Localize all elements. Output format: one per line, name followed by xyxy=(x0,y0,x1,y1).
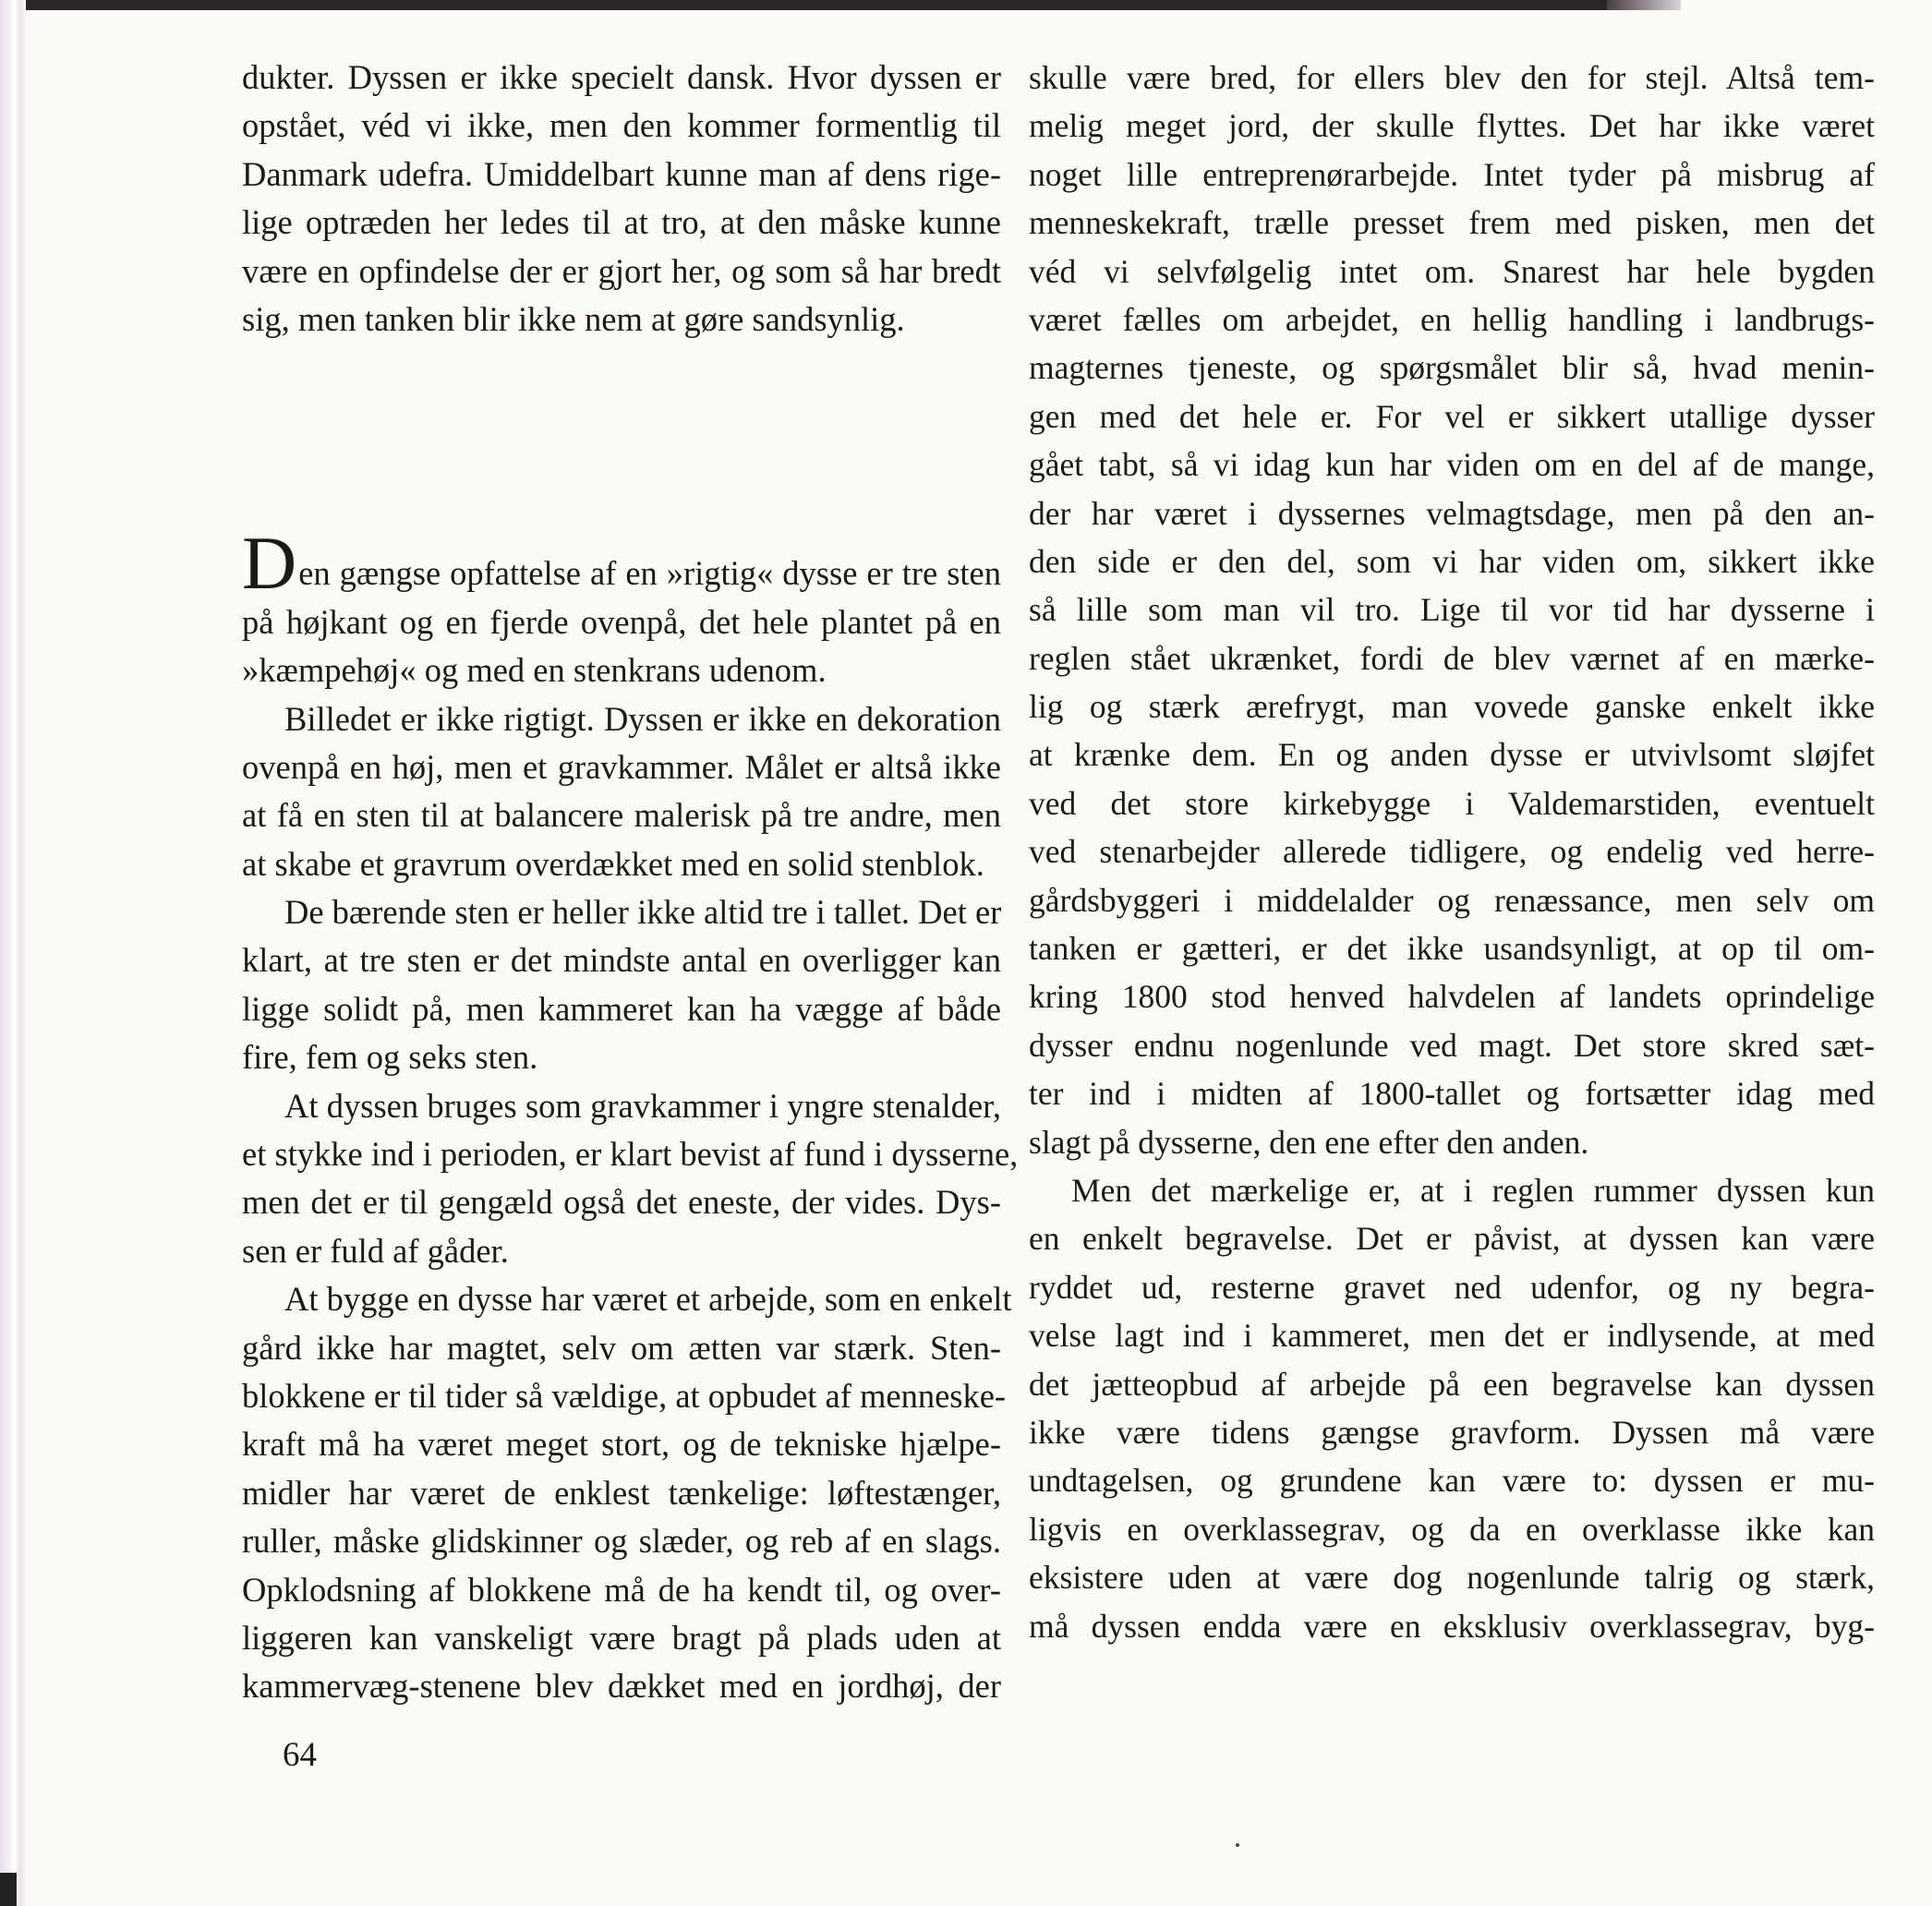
text-line: et stykke ind i perioden, er klart bevist af fund i dysserne, xyxy=(242,1135,1019,1174)
text-line: den side er den del, som vi har viden om, sikkert ikke xyxy=(1029,542,1875,580)
text-line: så lille som man vil tro. Lige til vor tid har dysserne i xyxy=(1029,591,1875,629)
text-line xyxy=(242,521,1001,606)
paragraph xyxy=(242,54,1001,344)
text-line: At bygge en dysse har været et arbejde, som en enkelt xyxy=(284,1280,1012,1319)
text-line: De bærende sten er heller ikke altid tre i tallet. Det er xyxy=(284,893,1002,932)
text-line: undtagelsen, og grundene kan være to: dyssen er mu- xyxy=(1029,1462,1875,1500)
text-line: sig, men tanken blir ikke nem at gøre sandsynlig. xyxy=(242,299,905,338)
text-line: menneskekraft, trælle presset frem med pisken, men det xyxy=(1029,204,1875,242)
text-line: gen med det hele er. For vel er sikkert utallige dysser xyxy=(1029,397,1875,435)
text-line: At dyssen bruges som gravkammer i yngre stenalder, xyxy=(284,1086,1001,1125)
page-binding-edge xyxy=(0,0,26,1906)
text-line: slagt på dysserne, den ene efter den anden. xyxy=(1029,1123,1589,1161)
text-line: det jætteopbud af arbejde på een begravelse kan dyssen xyxy=(1029,1365,1875,1403)
text-line: ikke være tidens gængse gravform. Dyssen må være xyxy=(1029,1413,1875,1451)
text-line: ovenpå en høj, men et gravkammer. Målet er altså ikke xyxy=(242,747,1001,786)
drop-cap: D xyxy=(242,521,297,606)
text-line: at skabe et gravrum overdækket med en solid stenblok. xyxy=(242,844,984,883)
section-gap xyxy=(242,344,1001,549)
text-line: melig meget jord, der skulle flyttes. Det har ikke været xyxy=(1029,107,1875,145)
text-line: kraft må ha været meget stort, og de tekniske hjælpe- xyxy=(242,1425,1001,1464)
text-line: ruller, måske glidskinner og slæder, og reb af en slags. xyxy=(242,1522,1001,1561)
text-line: skulle være bred, for ellers blev den for stejl. Altså tem- xyxy=(1029,59,1875,96)
top-edge-bar xyxy=(0,0,1607,10)
text-line: været fælles om arbejdet, en hellig handling i landbrugs- xyxy=(1029,300,1875,338)
text-line: lig og stærk ærefrygt, man vovede ganske enkelt ikke xyxy=(1029,688,1875,726)
right-text-column xyxy=(1029,54,1875,1650)
top-edge-fade xyxy=(1607,0,1681,10)
text-line: ligvis en overklassegrav, og da en overklasse ikke kan xyxy=(1029,1510,1875,1548)
text-line: Billedet er ikke rigtigt. Dyssen er ikke en dekoration xyxy=(284,699,1001,738)
text-line: at få en sten til at balancere malerisk på tre andre, men xyxy=(242,796,1001,835)
text-line: dysser endnu nogenlunde ved magt. Det store skred sæt- xyxy=(1029,1026,1875,1064)
paragraph xyxy=(1029,1166,1875,1650)
text-line: fire, fem og seks sten. xyxy=(242,1038,538,1077)
paragraph xyxy=(242,888,1001,1082)
text-line: kammervæg-stenene blev dækket med en jordhøj, der xyxy=(242,1667,1001,1706)
text-line: »kæmpehøj« og med en stenkrans udenom. xyxy=(242,651,827,690)
text-line: ligge solidt på, men kammeret kan ha vægge af både xyxy=(242,989,1001,1028)
text-line: reglen stået ukrænket, fordi de blev værnet af en mærke- xyxy=(1029,639,1875,677)
text-line: gårdsbyggeri i middelalder og renæssance, men selv om xyxy=(1029,881,1875,919)
text-line: Men det mærkelige er, at i reglen rummer dyssen kun xyxy=(1071,1171,1875,1209)
page-number: 64 xyxy=(283,1736,317,1774)
text-line: lige optræden her ledes til at tro, at den måske kunne xyxy=(242,203,1001,242)
text-line: ryddet ud, resterne gravet ned udenfor, og ny begra- xyxy=(1029,1268,1875,1306)
text-line: der har været i dyssernes velmagtsdage, men på den an- xyxy=(1029,494,1875,532)
text-line: eksistere uden at være dog nogenlunde talrig og stærk, xyxy=(1029,1559,1875,1597)
text-line: dukter. Dyssen er ikke specielt dansk. Hvor dyssen er xyxy=(242,58,1001,96)
text-line: på højkant og en fjerde ovenpå, det hele plantet på en xyxy=(242,602,1001,641)
text-line: kring 1800 stod henved halvdelen af landets oprindelige xyxy=(1029,978,1875,1016)
text-line: gået tabt, så vi idag kun har viden om en del af de mange, xyxy=(1029,446,1875,484)
text-line: magternes tjeneste, og spørgsmålet blir så, hvad menin- xyxy=(1029,349,1875,387)
left-text-column xyxy=(242,54,1019,1711)
paragraph xyxy=(242,521,1001,694)
paragraph xyxy=(1029,54,1875,1166)
text-line: midler har været de enklest tænkelige: løftestænger, xyxy=(242,1473,1001,1512)
text-line: Opklodsning af blokkene må de ha kendt til, og over- xyxy=(242,1570,1001,1609)
text-line: ved det store kirkebygge i Valdemarstiden, eventuelt xyxy=(1029,784,1875,822)
text-line: velse lagt ind i kammeret, men det er indlysende, at med xyxy=(1029,1317,1875,1355)
print-speck xyxy=(1236,1843,1239,1847)
text-line: opstået, véd vi ikke, men den kommer formentlig til xyxy=(242,106,1001,145)
text-line: tanken er gætteri, er det ikke usandsynligt, at op til om- xyxy=(1029,930,1875,968)
text-line: ter ind i midten af 1800-tallet og fortsætter idag med xyxy=(1029,1075,1875,1113)
text-line: en enkelt begravelse. Det er påvist, at dyssen kan være xyxy=(1029,1220,1875,1258)
text-line: gård ikke har magtet, selv om ætten var stærk. Sten- xyxy=(242,1328,1001,1367)
text-line: ved stenarbejder allerede tidligere, og endelig ved herre- xyxy=(1029,833,1875,871)
text-line: være en opfindelse der er gjort her, og som så har bredt xyxy=(242,251,1001,290)
text-line: må dyssen endda være en eksklusiv overklassegrav, byg- xyxy=(1029,1607,1875,1645)
text-line: men det er til gengæld også det eneste, der vides. Dys- xyxy=(242,1183,1001,1222)
text-line: noget lille entreprenørarbejde. Intet tyder på misbrug af xyxy=(1029,155,1875,193)
text-line: Danmark udefra. Umiddelbart kunne man af dens rige- xyxy=(242,154,1001,193)
paragraph xyxy=(242,1275,1012,1711)
text-line: at krænke dem. En og anden dysse er utvivlsomt sløjfet xyxy=(1029,736,1875,774)
text-line: liggeren kan vanskeligt være bragt på plads uden at xyxy=(242,1618,1001,1657)
paragraph xyxy=(242,1082,1019,1276)
text-line-content: en gængse opfattelse af en »rigtig« dysse er tre sten xyxy=(298,554,1001,593)
text-line: klart, at tre sten er det mindste antal en overligger kan xyxy=(242,941,1001,980)
text-line: blokkene er til tider så vældige, at opbudet af menneske- xyxy=(242,1376,1007,1415)
paragraph xyxy=(242,695,1001,889)
text-line: véd vi selvfølgelig intet om. Snarest har hele bygden xyxy=(1029,252,1875,290)
binding-mark xyxy=(0,1873,17,1906)
text-line: sen er fuld af gåder. xyxy=(242,1231,509,1270)
